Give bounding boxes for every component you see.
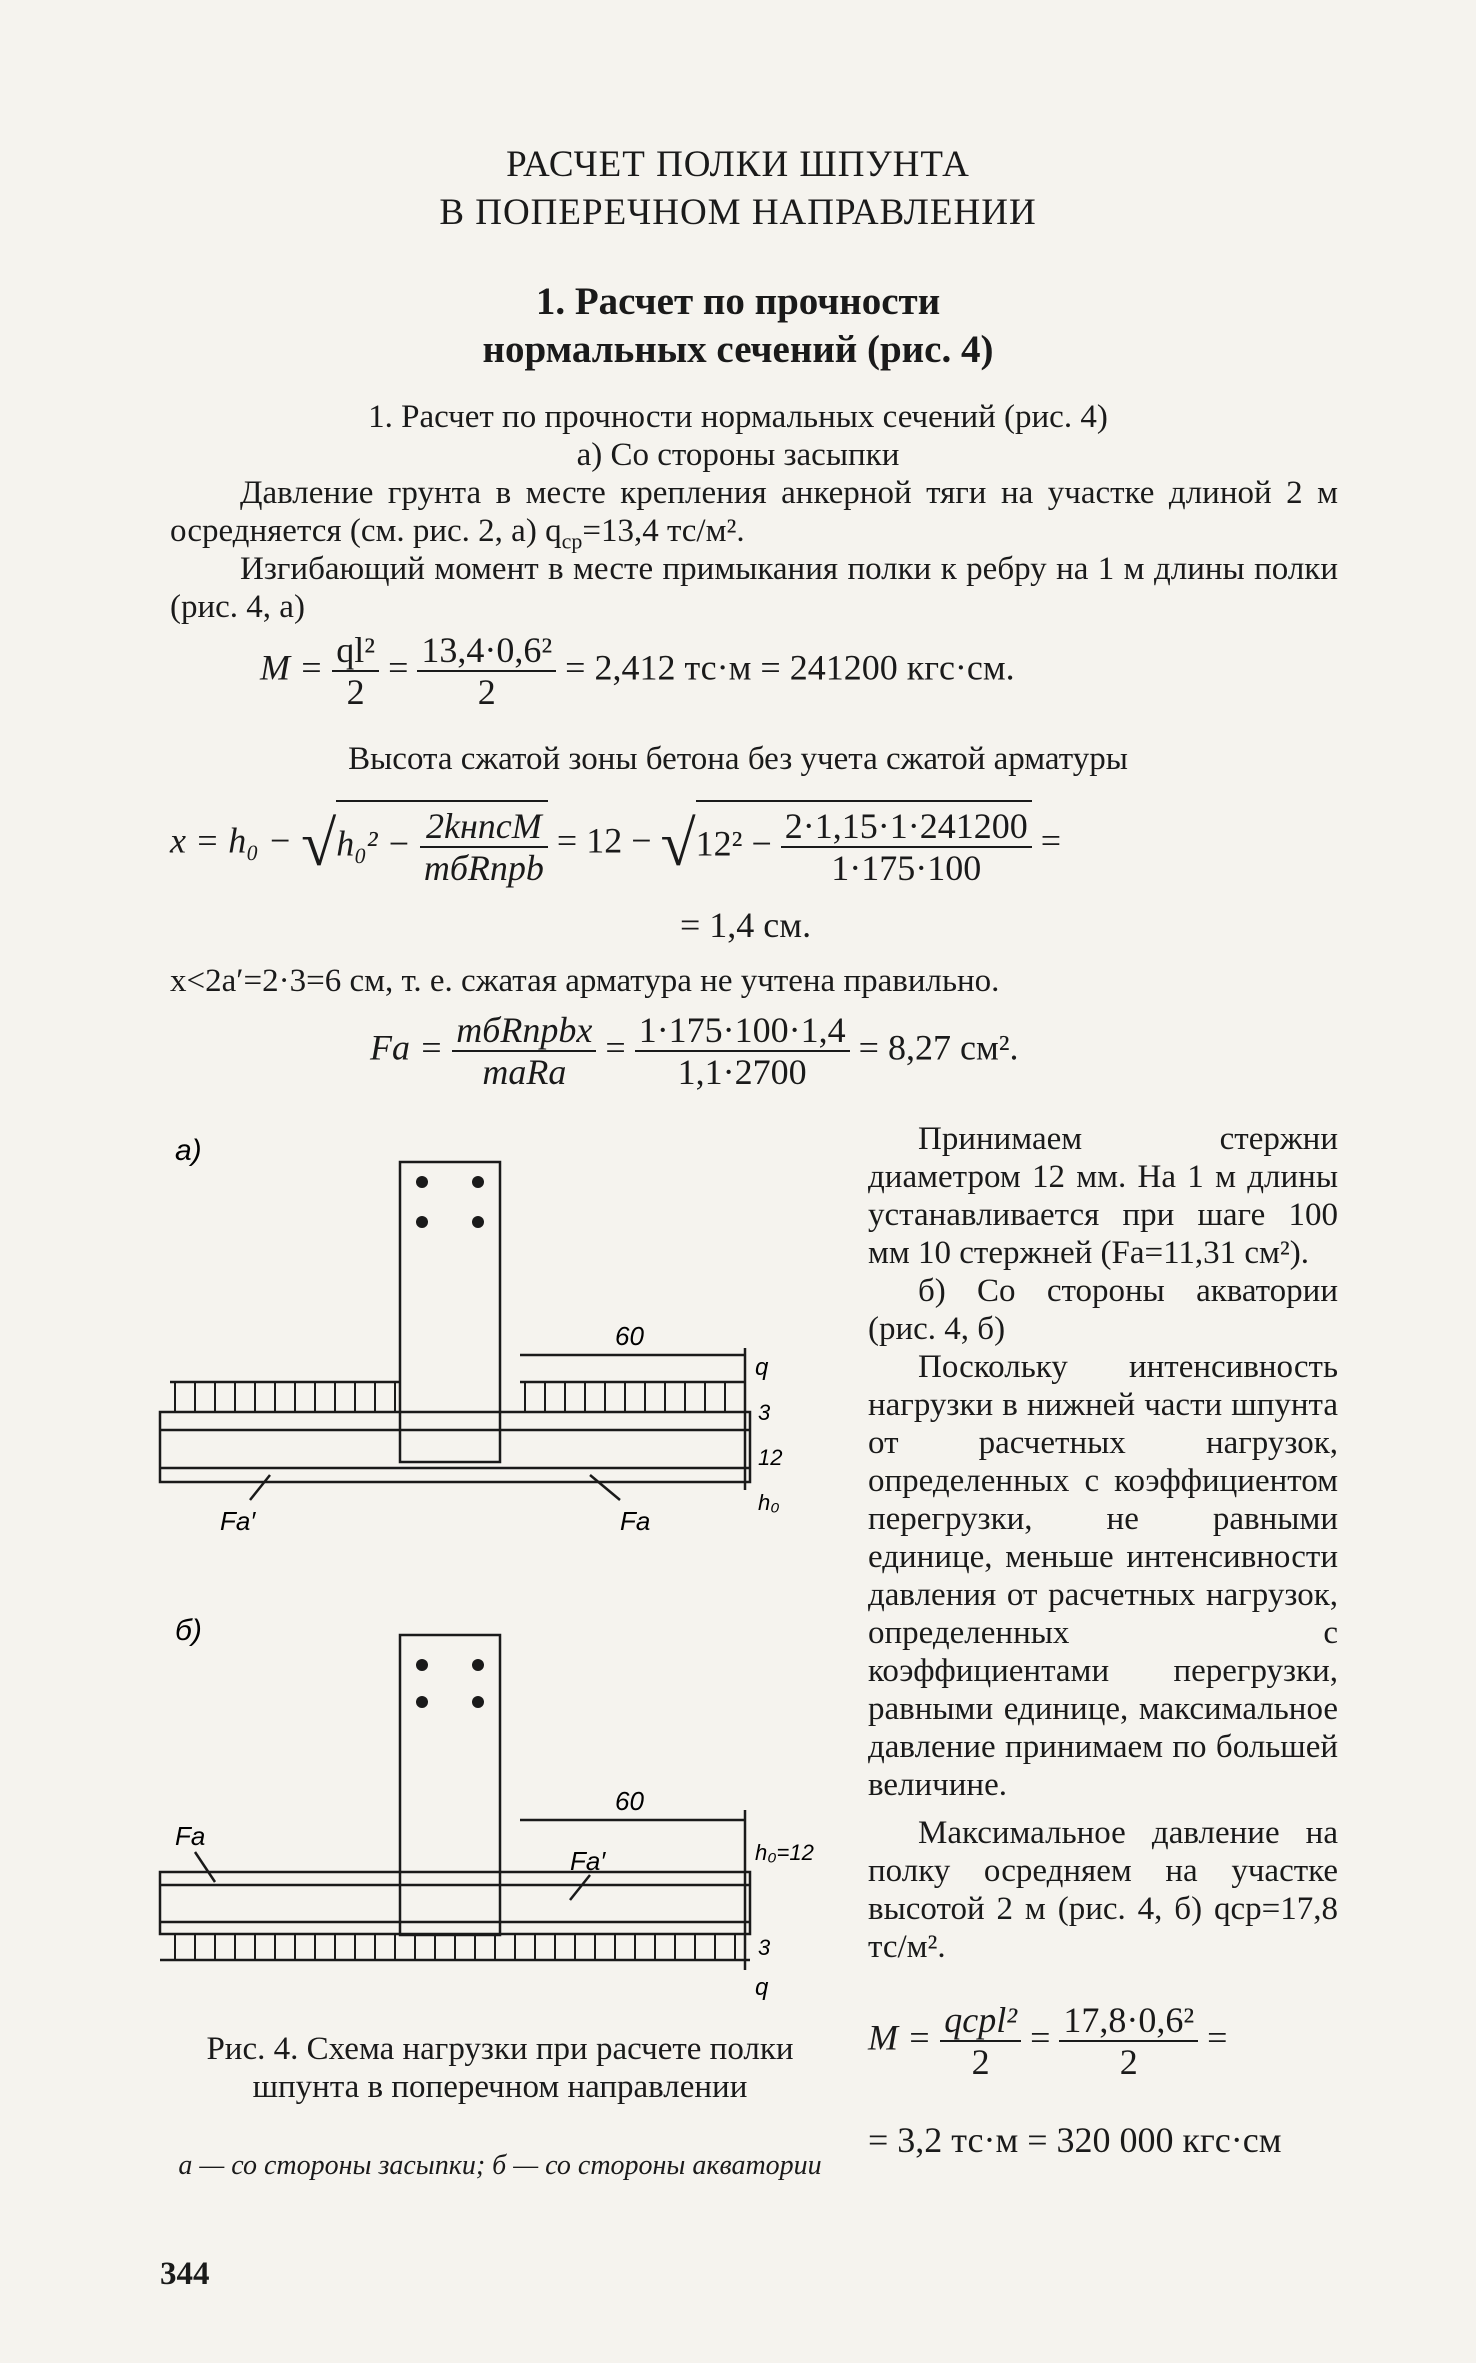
paragraph-4: x<2a′=2·3=6 см, т. е. сжатая арматура не учтена правильно. [170,963,1000,999]
q-label-b: q [755,1974,769,2001]
f4-den2: 2 [1119,2042,1138,2082]
f1-lhs: M = [260,647,324,688]
formula-x: x = h₀ − √h₀² − $\frac{\text{2kнncM}}{\text{mбRпрb}}$ = 12 − √12² − $\frac{2\cdot 1,15\cdot 1\cdot 241200}{1\cdot 175\cdot 100}$ = [170,800,1061,888]
f4-lhs: M = [868,2017,932,2058]
leader-fa-a [590,1475,620,1500]
f1-num2: 13,4·0,6² [417,630,556,672]
leader-fa-prime-b [570,1875,590,1900]
f3-num1: mбRпрbx [452,1010,596,1052]
para1-text: Давление грунта в месте крепления анкерной тяги на участке длиной 2 м осредняется (см. рис. 2, а) q [170,475,1338,549]
right-p1: Принимаем стержни диаметром 12 мм. На 1 м длины устанавливается при шаге 100 мм 10 стержней (Fа=11,31 см²). [868,1121,1338,1271]
f1-num1: ql² [332,630,379,672]
f4-den1: 2 [971,2042,990,2082]
f3-num2: 1·175·100·1,4 [635,1010,850,1052]
leader-fa-b [195,1852,215,1882]
right-column [868,1120,1338,1966]
h0-label-a: h₀ [758,1490,780,1515]
f3-lhs: Fа = [370,1027,444,1068]
right-p4: Максимальное давление на полку осредняем на участке высотой 2 м (рис. 4, б) qср=17,8 тс/м². [868,1815,1338,1965]
rib-b [400,1635,500,1935]
dim-3-a: 3 [758,1400,771,1425]
section-title-line-2: нормальных сечений (рис. 4) [482,328,994,371]
paragraph-3: Высота сжатой зоны бетона без учета сжатой арматуры [348,741,1128,777]
right-p3: Поскольку интенсивность нагрузки в нижней части шпунта от расчетных нагрузок, определенных с коэффициентом перегрузки, не равными единице, меньше интенсивности давления от расчетных нагрузок, определенных с коэффициентами перегрузки, равными единице, максимальное давление принимаем по большей величине. [868,1349,1338,1803]
dim-3-b: 3 [758,1935,771,1960]
fa-label-b: Fа [175,1821,206,1851]
f2-h0sq: h₀² − [336,823,411,864]
f3-rhs: = 8,27 см². [858,1027,1019,1068]
dim-60-a: 60 [615,1321,644,1351]
fa-prime-label-a: Fа′ [220,1506,256,1536]
f2-num1: 2kнncM [420,806,548,848]
paragraph-2: Изгибающий момент в месте примыкания полки к ребру на 1 м длины полки (рис. 4, а) [170,551,1338,625]
formula-fa: Fа = $\frac{\text{mбRпрbx}}{\text{mаRа}}$ = $\frac{1\cdot 175\cdot 100\cdot 1,4}{1,1\cdot 2700}$ = 8,27 см². [370,1010,1019,1092]
f4-result: = 3,2 тс·м = 320 000 кгс·см [868,2120,1282,2160]
figure-4-diagram [150,1130,850,2010]
formula-moment-b: M = $\frac{\text{qсрl²}}{2}$ = $\frac{\text{17,8·0,6²}}{2}$ = [868,2000,1228,2082]
rib-a [400,1162,500,1462]
f2-mid: = 12 − [556,820,652,861]
fig-label-b: б) [175,1614,202,1647]
f1-rhs: = 2,412 тс·м = 241200 кгс·см. [565,647,1015,688]
flange-a [160,1412,750,1482]
subsection-heading: 1. Расчет по прочности нормальных сечений (рис. 4) [368,399,1108,435]
f2-sq2: 12² − [695,823,772,864]
dim-60-b: 60 [615,1786,644,1816]
f2-num2: 2·1,15·1·241200 [781,806,1032,848]
subsection-a: а) Со стороны засыпки [576,437,900,473]
q-label-a: q [755,1354,769,1381]
f4-num2: 17,8·0,6² [1059,2000,1198,2042]
f1-den1: 2 [346,672,365,712]
paragraph-1 [170,474,1338,561]
page-number: 344 [160,2256,210,2292]
formula-moment-a: M = $\frac{\text{ql²}}{2}$ = $\frac{\text{13,4·0,6²}}{2}$ = 2,412 тс·м = 241200 кгс·см. [260,630,1015,712]
flange-b [160,1872,750,1934]
dim-12-a: 12 [758,1445,783,1470]
leader-fa-prime-a [250,1475,270,1500]
f2-result: = 1,4 см. [680,905,812,945]
f3-den1: mаRа [482,1052,567,1092]
f2-den1: mбRпрb [423,848,544,888]
f2-den2: 1·175·100 [831,848,982,888]
f4-eq: = [1207,2017,1228,2058]
para1-sub: ср [561,528,583,554]
fig-label-a: а) [175,1134,202,1167]
h0-label-b: h₀=12 [755,1840,814,1865]
title-line-2: В ПОПЕРЕЧНОМ НАПРАВЛЕНИИ [439,192,1037,233]
f2-eq: = [1040,820,1062,861]
f3-den2: 1,1·2700 [677,1052,807,1092]
para1-tail: =13,4 тс/м². [582,513,745,549]
f4-num1: qсрl² [940,2000,1021,2042]
fa-label-a: Fа [620,1506,651,1536]
figure-caption-legend: а — со стороны засыпки; б — со стороны акватории [178,2150,822,2181]
f2-lhs: x = h₀ − [170,820,293,861]
right-p2: б) Со стороны акватории (рис. 4, б) [868,1273,1338,1347]
section-title-line-1: 1. Расчет по прочности [535,280,941,323]
figure-caption: Рис. 4. Схема нагрузки при расчете полки шпунта в поперечном направлении [206,2031,794,2105]
fa-prime-label-b: Fа′ [570,1846,606,1876]
title-line-1: РАСЧЕТ ПОЛКИ ШПУНТА [506,144,970,185]
f1-den2: 2 [477,672,496,712]
